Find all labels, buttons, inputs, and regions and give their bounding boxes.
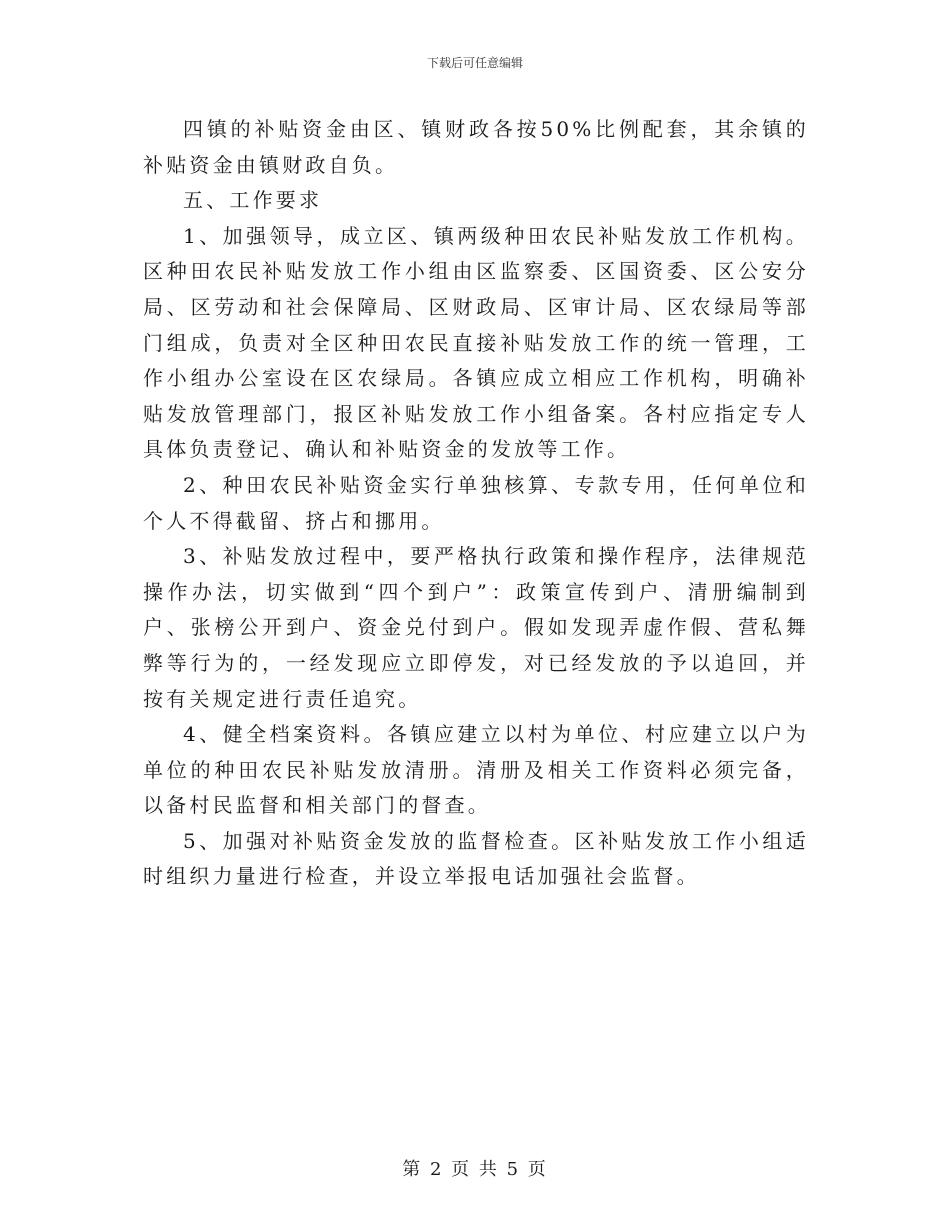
paragraph-item-3: 3、补贴发放过程中，要严格执行政策和操作程序，法律规范操作办法，切实做到“四个到户”：政策宣传到户、清册编制到户、张榜公开到户、资金兑付到户。假如发现弄虚作假、营私舞弊等行为的，一经发现应立即停发，对已经发放的予以追回，并按有关规定进行责任追究。 [143, 544, 809, 711]
paragraph-item-4: 4、健全档案资料。各镇应建立以村为单位、村应建立以户为单位的种田农民补贴发放清册。清册及相关工作资料必须完备，以备村民监督和相关部门的督查。 [143, 722, 809, 818]
page-header: 下载后可任意编辑 [426, 56, 523, 70]
document-body [143, 112, 809, 895]
paragraph-item-1: 1、加强领导，成立区、镇两级种田农民补贴发放工作机构。区种田农民补贴发放工作小组由区监察委、区国资委、区公安分局、区劳动和社会保障局、区财政局、区审计局、区农绿局等部门组成，负责对全区种田农民直接补贴发放工作的统一管理，工作小组办公室设在区农绿局。各镇应成立相应工作机构，明确补贴发放管理部门，报区补贴发放工作小组备案。各村应指定专人具体负责登记、确认和补贴资金的发放等工作。 [143, 223, 809, 462]
paragraph-funding: 四镇的补贴资金由区、镇财政各按50%比例配套，其余镇的补贴资金由镇财政自负。 [143, 117, 809, 177]
section-heading-work-requirements: 五、工作要求 [183, 188, 323, 213]
paragraph-item-2: 2、种田农民补贴资金实行单独核算、专款专用，任何单位和个人不得截留、挤占和挪用。 [143, 472, 809, 533]
page-number: 第 2 页 共 5 页 [402, 1159, 548, 1180]
paragraph-item-5: 5、加强对补贴资金发放的监督检查。区补贴发放工作小组适时组织力量进行检查，并设立举报电话加强社会监督。 [143, 828, 809, 889]
